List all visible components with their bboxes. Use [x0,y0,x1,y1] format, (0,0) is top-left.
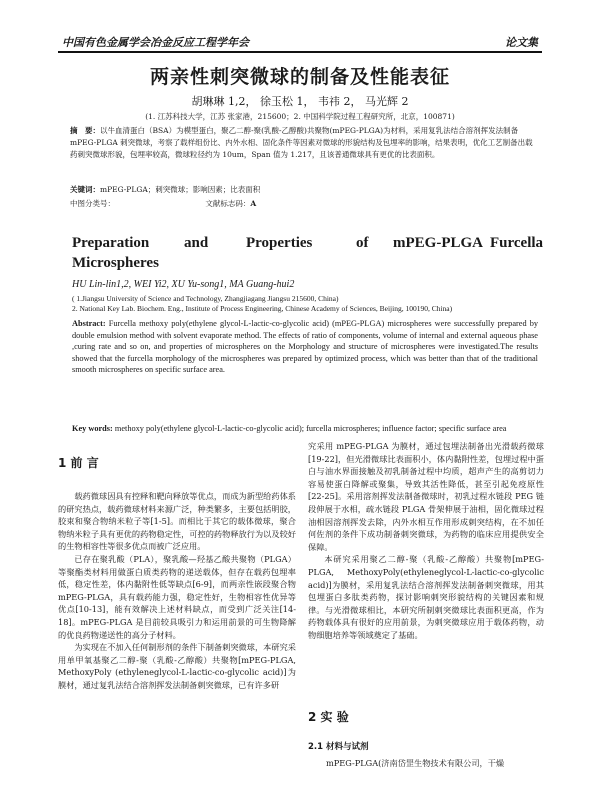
affiliation-en-2: 2. National Key Lab. Biochem. Eng., Institute of Process Engineering, Chinese Academy of Sciences, Beijing, 100190, China) [72,304,453,313]
title-en-word: Furcella [490,235,544,251]
right-column [308,440,544,642]
doc-code-value: A [250,199,257,208]
abstract-en-text: Furcella methoxy poly(ethylene glycol-L-lactic-co-glycolic acid) (mPEG-PLGA) microspheres were successfully prepared by double emulsion method with solvent evaporate method. The effects of ratio of components, volume of internal and external aqueous phase ,curing rate and so on, and properties of microspheres on the Morphology and structure of microspheres were investigated.The results showed that the furcella morphology of the microspheres was prepared by optimized process, which was better than that of the traditional smooth microspheres on specific surface area. [72,319,539,375]
abstract-en [72,318,538,376]
affiliation-en-1: ( 1.Jiangsu University of Science and Technology, Zhangjiagang Jiangsu 215600, China) [72,294,339,303]
header-rule [58,51,542,53]
journal-header: 中国有色金属学会冶金反应工程学年会 [62,36,249,49]
title-en-word: of [356,235,369,251]
abstract-cn [70,125,540,161]
title-en-word: Preparation [72,235,150,251]
keywords-cn-label: 关键词： [70,185,100,194]
paragraph: 本研究采用聚乙二醇-聚（乳酸-乙醇酸）共聚物[mPEG-PLGA, MethoxyPoly(ethyleneglycol-L-lactic-co-glycolic acid)]为膜材，采用复乳法结合溶剂挥发法制备刺突微球，用其包埋蛋白多肽类药物，探讨影响刺突形貌结构的关键因素和规律。与光滑微球相比，本研究所制刺突微球比表面积更高，作为药物载体具有很好的应用前景，为刺突微球应用于载体药物，动物细胞培养等领域奠定了基础。 [308,554,544,640]
paper-title-cn: 两亲性刺突微球的制备及性能表征 [149,66,450,88]
title-en-word: and [184,235,209,251]
keywords-cn [70,184,540,196]
paragraph: 究采用 mPEG-PLGA 为膜材，通过包埋法制备出光滑载药微球[19-22]，但光滑微球比表面积小，体内黏附性差，包埋过程中蛋白与油水界面接触及初乳制备过程中均质，超声产生的高剪切力容易使蛋白降解或聚集，导致其活性降低，甚至引起免疫原性[22-25]。采用溶剂挥发法制备微球时，初乳过程水链段 PEG 链段伸展于水相，疏水链段 PLGA 骨架伸展于油相，固化微球过程油相因溶剂挥发去除，内外水相互作用形成刺突结构，在不加任何佐剂的条件下成功制备刺突微球，为药物的临床应用提供安全保障。 [308,441,544,552]
paragraph: 载药微球因具有控释和靶向释放等优点，而成为新型给药体系的研究热点，载药微球材料来源广泛，种类繁多，主要包括明胶，胶束和聚合物纳米粒子等[1-5]。而相比于其它的载体微球，聚合物纳米粒子具有更优的药物稳定性，可控的药物释放行为以及较好的生物相容性等很多优点而被广泛应用。 [58,491,296,552]
abstract-cn-label: 摘 要： [70,126,100,135]
section-heading-intro: 1 前 言 [58,456,99,470]
materials-text: mPEG-PLGA(济南岱罡生物技术有限公司，干燥 [326,758,505,768]
title-en-word: mPEG-PLGA [393,235,483,251]
title-en-line2: Microspheres [72,255,159,271]
paper-title-en [72,233,544,273]
paragraph: 已存在聚乳酸（PLA），聚乳酸—羟基乙酸共聚物（PLGA）等聚酯类材料用做蛋白质类药物的递送载体，但存在载药包埋率低，稳定性差，体内黏附性低等缺点[6-9]，而两亲性嵌段聚合物 mPEG-PLGA，具有载药能力强，稳定性好，生物相容性优异等优点[10-13]，能有效解决上述材料缺点，而受到广泛关注[14-18]。mPEG-PLGA 是目前较具吸引力和运用前景的可生物降解的优良药物递送性的高分子材料。 [58,553,296,640]
clc-label: 中图分类号： [70,199,115,208]
keywords-en [72,423,538,435]
title-en-word: Properties [246,235,313,251]
classification-cn [70,198,540,210]
section-header: 论文集 [505,36,538,49]
keywords-en-text: methoxy poly(ethylene glycol-L-lactic-co-glycolic acid); furcella microspheres; influence factor; specific surface area [114,424,507,433]
subsection-heading-materials: 2.1 材料与试剂 [308,742,369,752]
authors-cn: 胡琳琳 1,2， 徐玉松 1， 韦祎 2， 马光辉 2 [191,95,409,108]
keywords-cn-text: mPEG-PLGA；刺突微球；影响因素；比表面积 [100,185,261,194]
affiliations-cn: (1. 江苏科技大学，江苏 张家港，215600；2. 中国科学院过程工程研究所，北京，100871) [145,112,455,121]
keywords-en-label: Key words: [72,424,113,433]
abstract-en-label: Abstract: [72,319,106,328]
left-column [58,490,296,692]
section-heading-experiment: 2 实 验 [308,710,349,724]
doc-code-label: 文献标志码： [205,199,251,208]
authors-en: HU Lin-lin1,2, WEI Yi2, XU Yu-song1, MA Guang-hui2 [72,279,295,290]
abstract-cn-text: 以牛血清蛋白（BSA）为模型蛋白，聚乙二醇-聚(乳酸-乙醇酸)共聚物(mPEG-PLGA)为材料，采用复乳法结合溶剂挥发法制备 mPEG-PLGA 刺突微球，考察了载样组份比、内外水相、固化条件等因素对微球的形貌结构及包埋率的影响，结果表明，优化工艺制备出载药刺突微球形貌，包埋率较高，微球粒径约为 10um，Span 值为 1.217，且该普通微球具有更优的比表面积。 [70,126,533,159]
paragraph: 为实现在不加入任何制形剂的条件下制备刺突微球，本研究采用单甲氧基聚乙二醇-聚（乳酸-乙醇酸）共聚物[mPEG-PLGA, MethoxyPoly (ethyleneglycol-L-lactic-co-glycolic acid)]为膜材，通过复乳法结合溶剂挥发法制备刺突微球，已有许多研 [58,642,296,690]
